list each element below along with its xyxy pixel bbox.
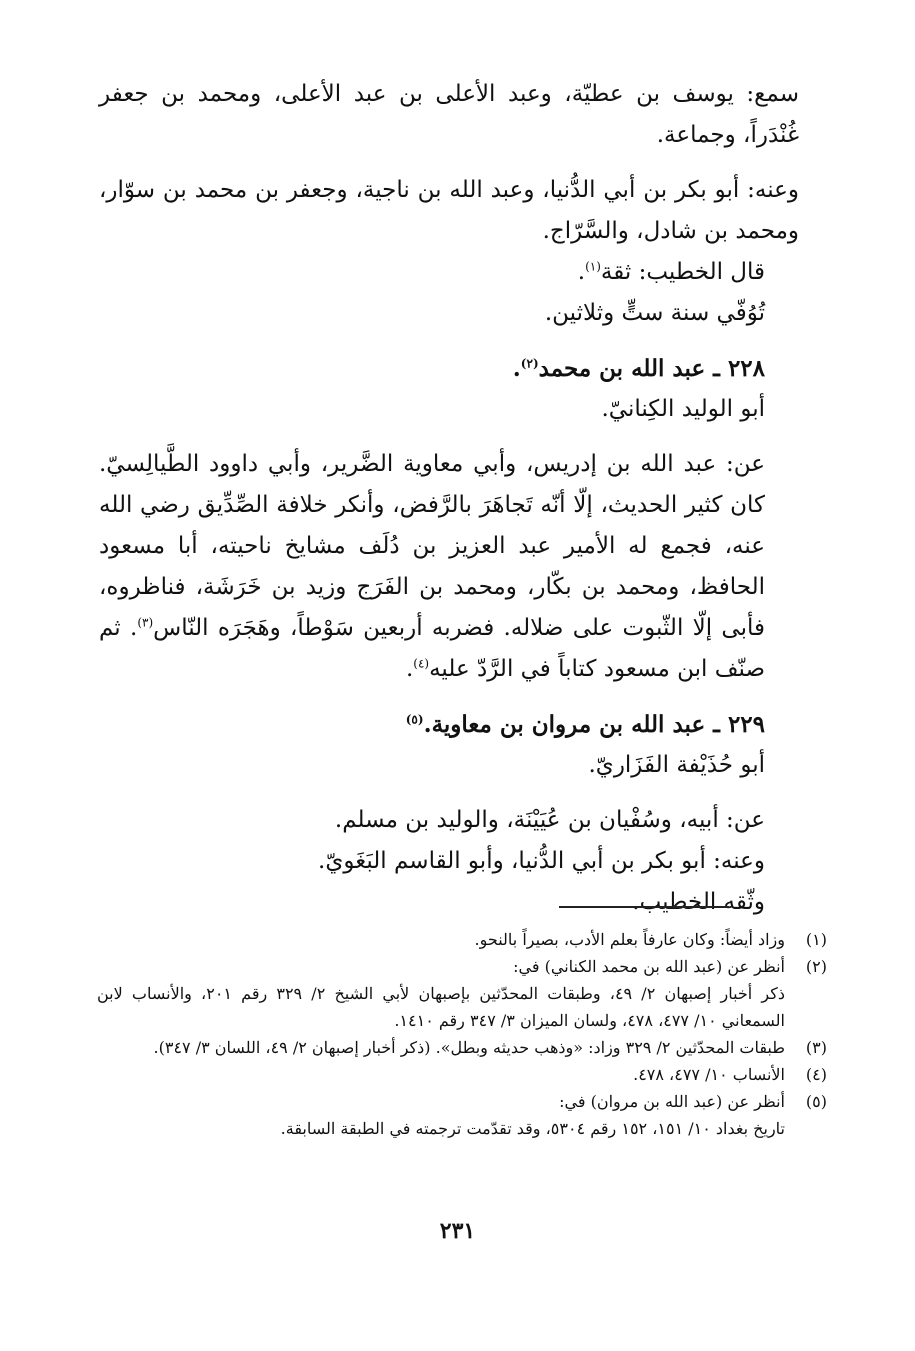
paragraph-narrated-by-229: وعنه: أبو بكر بن أبي الدُّنيا، وأبو القاسم البَغَويّ.	[318, 848, 765, 874]
footnote-line: الأنساب ١٠/ ٤٧٧، ٤٧٨.	[633, 1065, 785, 1084]
entry-title-228-end: .	[512, 355, 521, 382]
verdict-text: قال الخطيب: ثقة	[600, 259, 765, 285]
paragraph-heard-from: سمع: يوسف بن عطيّة، وعبد الأعلى بن عبد الأعلى، ومحمد بن جعفر غُنْدَراً، وجماعة.	[99, 81, 799, 148]
paragraph-death-year: تُوُفّي سنة ستٍّ وثلاثين.	[544, 300, 765, 326]
footnote-number: (١)	[805, 930, 827, 949]
paragraph-biography-228	[99, 444, 827, 690]
footnote-3	[97, 1034, 827, 1061]
biography-end: .	[405, 656, 414, 682]
page-number: ٢٣١	[439, 1218, 476, 1244]
footnote-ref-5[interactable]: (٥)	[405, 712, 424, 727]
footnote-ref-4[interactable]: (٤)	[413, 656, 430, 671]
footnote-body	[97, 1061, 785, 1088]
paragraph-heard-from-229: عن: أبيه، وسُفْيان بن عُيَيْنَة، والوليد بن مسلم.	[334, 807, 765, 833]
footnote-body	[97, 926, 785, 953]
entry-title-229-end: .	[423, 711, 432, 738]
entry-kunya-229: أبو حُذَيْفة الفَزَاريّ.	[588, 752, 765, 778]
footnote-ref-1[interactable]: (١)	[585, 259, 601, 274]
footnote-body	[97, 1034, 785, 1061]
footnote-line: ذكر أخبار إصبهان ٢/ ٤٩، وطبقات المحدّثين بإصبهان لأبي الشيخ ٢/ ٣٢٩ رقم ٢٠١، والأنساب لابن السمعاني ١٠/ ٤٧٧، ٤٧٨، ولسان الميزان ٣/ ٣٤٧ رقم ١٤١٠.	[97, 984, 785, 1030]
footnote-number: (٤)	[805, 1065, 827, 1084]
footnote-line: أنظر عن (عبد الله بن محمد الكناني) في:	[513, 957, 785, 976]
biography-text-cont: . ثم صنّف ابن مسعود كتاباً في الرَّدّ عليه	[99, 615, 765, 682]
footnote-body	[97, 1088, 785, 1142]
footnote-line: وزاد أيضاً: وكان عارفاً بعلم الأدب، بصيراً بالنحو.	[474, 930, 785, 949]
footnote-4	[97, 1061, 827, 1088]
footnote-1	[97, 926, 827, 953]
footnote-ref-2[interactable]: (٢)	[520, 356, 539, 371]
entry-title-228: ٢٢٨ ـ عبد الله بن محمد	[538, 355, 765, 382]
biography-text: عن: عبد الله بن إدريس، وأبي معاوية الضَّرير، وأبي داوود الطَّيالِسيّ. كان كثير الحديث، إلّا أنّه تَجاهَرَ بالرَّفض، وأنكر خلافة الصِّدِّيق رضي الله عنه، فجمع له الأمير عبد العزيز بن دُلَف مشايخ ناحيته، أبا مسعود الحافظ، ومحمد بن بكّار، ومحمد بن الفَرَج وزيد بن خَرَشَة، فناظروه، فأبى إلّا الثّبوت على ضلاله. فضربه أربعين سَوْطاً، وهَجَرَه النّاس	[99, 451, 765, 641]
verdict-end: .	[577, 259, 586, 285]
entry-heading-229	[99, 704, 827, 745]
footnote-line: أنظر عن (عبد الله بن مروان) في:	[559, 1092, 785, 1111]
footnote-number: (٣)	[805, 1038, 827, 1057]
entry-kunya-228: أبو الوليد الكِنانيّ.	[601, 396, 765, 422]
footnote-number: (٥)	[805, 1092, 827, 1111]
footnote-number: (٢)	[805, 957, 827, 976]
paragraph-trusted-229: وثّقه الخطيب.	[632, 889, 765, 915]
footnote-line: طبقات المحدّثين ٢/ ٣٢٩ وزاد: «وذهب حديثه وبطل». (ذكر أخبار إصبهان ٢/ ٤٩، اللسان ٣/ ٣٤٧).	[153, 1038, 785, 1057]
entry-title-229: ٢٢٩ ـ عبد الله بن مروان بن معاوية	[431, 711, 765, 738]
entry-heading-228	[99, 348, 827, 389]
footnote-divider	[559, 906, 729, 908]
footnote-line: تاريخ بغداد ١٠/ ١٥١، ١٥٢ رقم ٥٣٠٤، وقد تقدّمت ترجمته في الطبقة السابقة.	[280, 1119, 785, 1138]
footnote-5	[97, 1088, 827, 1142]
paragraph-khatib-verdict	[99, 252, 827, 293]
paragraph-narrated-by: وعنه: أبو بكر بن أبي الدُّنيا، وعبد الله بن ناجية، وجعفر بن محمد بن سوّار، ومحمد بن شادل، والسَّرّاج.	[99, 177, 799, 244]
main-text	[99, 74, 827, 923]
footnote-body	[97, 953, 785, 1034]
footnote-2	[97, 953, 827, 1034]
footnote-ref-3[interactable]: (٣)	[137, 615, 154, 630]
footnotes	[97, 926, 827, 1142]
